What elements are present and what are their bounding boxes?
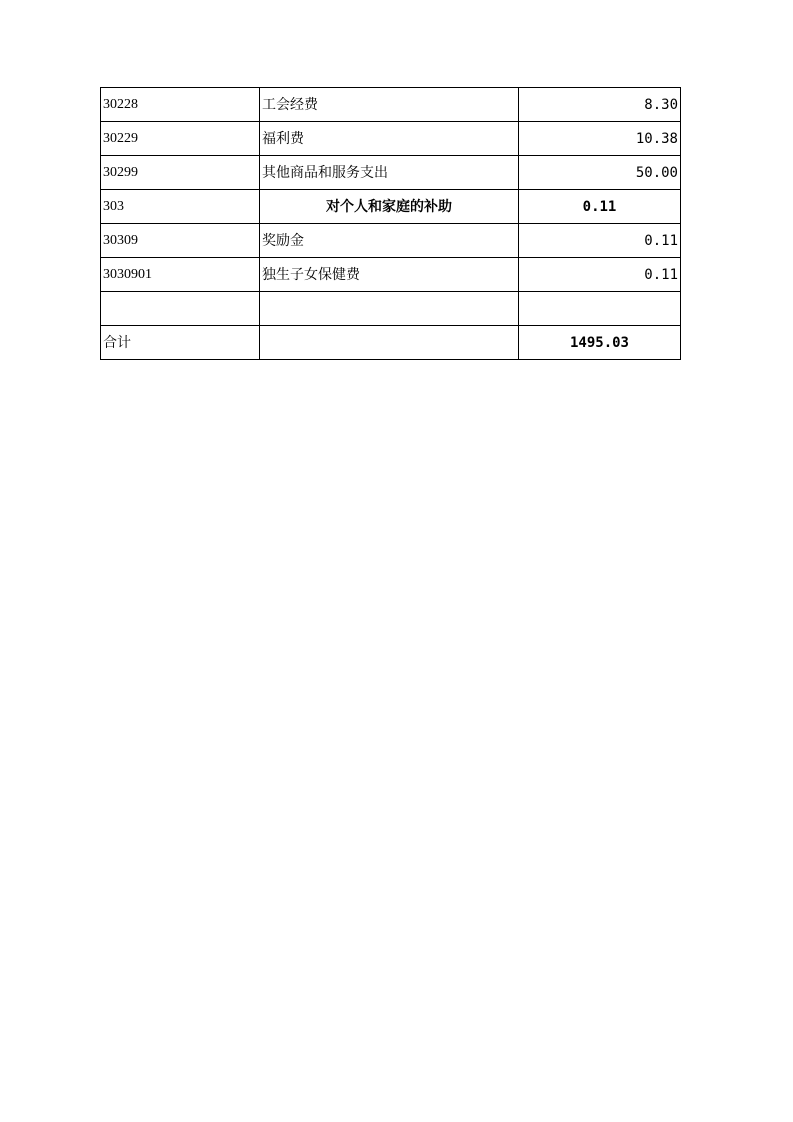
account-code: 30229 <box>101 122 260 156</box>
table-row <box>101 156 681 190</box>
account-amount: 10.38 <box>519 122 681 156</box>
account-code: 30228 <box>101 88 260 122</box>
category-amount: 0.11 <box>519 190 681 224</box>
account-amount: 8.30 <box>519 88 681 122</box>
account-name: 福利费 <box>260 122 519 156</box>
table-row <box>101 224 681 258</box>
total-amount: 1495.03 <box>519 326 681 360</box>
account-code: 30299 <box>101 156 260 190</box>
account-code: 30309 <box>101 224 260 258</box>
account-amount: 0.11 <box>519 224 681 258</box>
account-name <box>260 292 519 326</box>
account-code <box>101 292 260 326</box>
total-row <box>101 326 681 360</box>
account-name: 其他商品和服务支出 <box>260 156 519 190</box>
account-amount <box>519 292 681 326</box>
account-name: 工会经费 <box>260 88 519 122</box>
category-code: 303 <box>101 190 260 224</box>
account-amount: 0.11 <box>519 258 681 292</box>
total-label: 合计 <box>101 326 260 360</box>
total-name <box>260 326 519 360</box>
budget-table <box>100 87 681 360</box>
account-name: 独生子女保健费 <box>260 258 519 292</box>
table-row <box>101 122 681 156</box>
table-row <box>101 258 681 292</box>
empty-row <box>101 292 681 326</box>
category-name: 对个人和家庭的补助 <box>260 190 519 224</box>
table-row <box>101 88 681 122</box>
account-code: 3030901 <box>101 258 260 292</box>
account-name: 奖励金 <box>260 224 519 258</box>
category-row <box>101 190 681 224</box>
account-amount: 50.00 <box>519 156 681 190</box>
